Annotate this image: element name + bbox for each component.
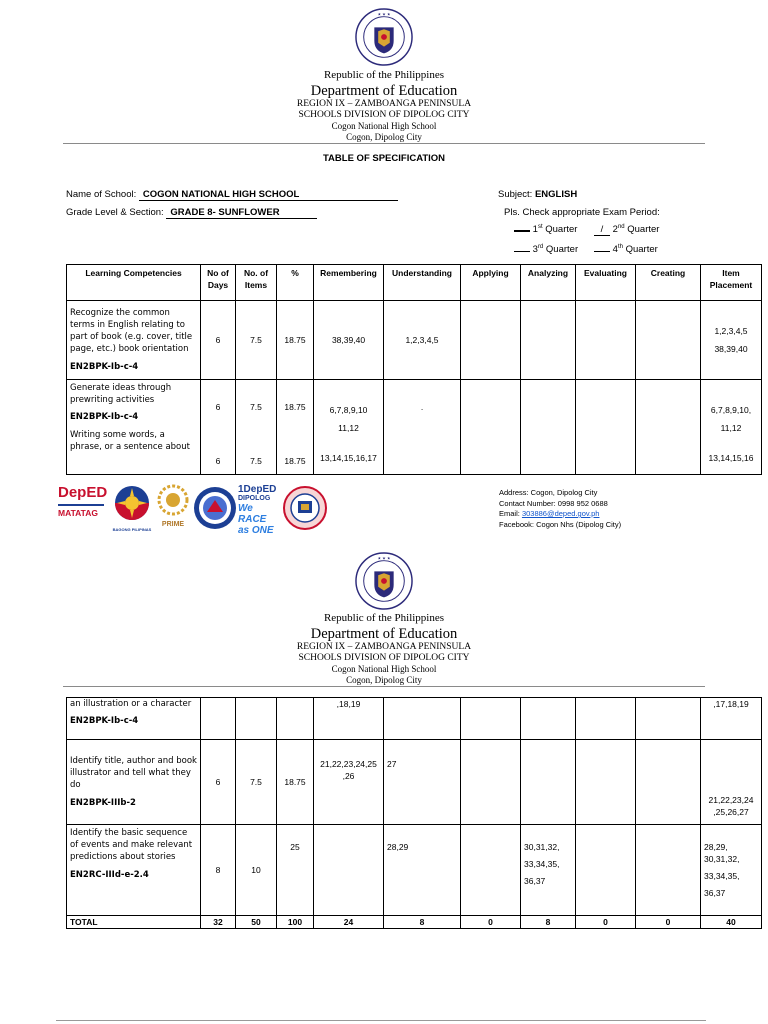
remembering-value: 13,14,15,16,17: [320, 453, 377, 463]
address-text: Address: Cogon, Dipolog City: [499, 488, 598, 497]
understanding-cell: 28,29: [384, 825, 461, 916]
email-line: [499, 509, 621, 520]
table-row: [67, 698, 762, 740]
applying-cell: [461, 301, 521, 380]
header-cell: Understanding: [384, 265, 461, 301]
header-divider: [63, 686, 705, 687]
we-race-text: We RACE: [238, 503, 267, 525]
competency-cell: [67, 740, 201, 825]
competency-code: EN2BPK-IIIb-2: [70, 798, 136, 808]
header-cell: Applying: [461, 265, 521, 301]
bagong-pilipinas-text: BAGONG PILIPINAS: [112, 527, 152, 532]
days-cell: [201, 380, 236, 475]
evaluating-cell: [576, 825, 636, 916]
remembering-value: 11,12: [338, 423, 359, 433]
items-cell: 7.5: [236, 301, 277, 380]
remembering-value: 6,7,8,9,10: [329, 405, 368, 415]
location-text: Cogon, Dipolog City: [346, 675, 422, 685]
remembering-cell: 21,22,23,24,25 ,26: [314, 740, 384, 825]
competency-code: EN2BPK-Ib-c-4: [70, 716, 139, 726]
header-cell: Analyzing: [521, 265, 576, 301]
days-cell: 6: [201, 301, 236, 380]
placement-line: 6,7,8,9,10,: [710, 405, 752, 415]
evaluating-cell: [576, 301, 636, 380]
placement-line: 33,34,35,: [704, 871, 740, 881]
placement-line: 36,37: [704, 888, 726, 898]
analyzing-cell: [521, 698, 576, 740]
facebook-text: Facebook: Cogon Nhs (Dipolog City): [499, 519, 622, 529]
days-cell: 8: [201, 825, 236, 916]
days-value: 6: [215, 456, 221, 466]
creating-cell: [636, 380, 701, 475]
competency-code: EN2BPK-Ib-c-4: [70, 412, 139, 422]
analyzing-value: 36,37: [524, 876, 546, 886]
page-bottom-divider: [56, 1020, 706, 1021]
quarter-1-checkbox[interactable]: [514, 230, 530, 232]
items-value: 7.5: [250, 402, 262, 412]
subject-field: [498, 189, 577, 200]
evaluating-cell: [576, 740, 636, 825]
header-cell: Evaluating: [576, 265, 636, 301]
analyzing-value: 30,31,32,: [524, 842, 560, 852]
competency-cell: [67, 380, 201, 475]
placement-line: 30,31,32,: [704, 854, 740, 864]
remembering-cell: [314, 380, 384, 475]
location-text: Cogon, Dipolog City: [346, 132, 422, 142]
items-cell: [236, 380, 277, 475]
days-cell: [201, 698, 236, 740]
spec-table-page2: [66, 697, 762, 929]
placement-line: 28,29,: [704, 842, 728, 852]
table-row: [67, 380, 762, 475]
subject-value: ENGLISH: [534, 189, 578, 200]
svg-text:★ ★ ★: ★ ★ ★: [377, 11, 391, 17]
grade-label: Grade Level & Section:: [66, 207, 164, 218]
one-deped-logo: [238, 484, 280, 536]
placement-line: 13,14,15,16: [708, 453, 754, 463]
placement-cell: [701, 825, 762, 916]
school-text: Cogon National High School: [331, 121, 437, 131]
deped-seal-icon: [355, 8, 413, 66]
understanding-cell: 27: [384, 740, 461, 825]
quarter-4-option[interactable]: 4th Quarter: [594, 244, 658, 255]
quarter-2-option[interactable]: / 2nd Quarter: [594, 224, 659, 236]
analyzing-cell: [521, 740, 576, 825]
applying-cell: [461, 825, 521, 916]
page-title: TABLE OF SPECIFICATION: [322, 153, 446, 164]
email-link[interactable]: 303886@deped.gov.ph: [521, 509, 600, 518]
one-deped-text: 1DepED: [238, 484, 277, 495]
region-text: REGION IX – ZAMBOANGA PENINSULA: [296, 99, 472, 109]
creating-cell: [636, 698, 701, 740]
contact-number-text: Contact Number: 0998 952 0688: [499, 498, 608, 508]
placement-cell: ,17,18,19: [701, 698, 762, 740]
competency-text: Writing some words, a phrase, or a sentence about: [70, 430, 190, 452]
as-one-text: as ONE: [238, 525, 274, 536]
items-cell: [236, 698, 277, 740]
understanding-cell: 1,2,3,4,5: [384, 301, 461, 380]
division-seal-icon: [192, 486, 238, 530]
grade-field: [66, 207, 317, 219]
matatag-logo-text: MATATAG: [58, 508, 98, 518]
table-row: [67, 740, 762, 825]
table-header-row: [67, 265, 762, 301]
total-placement: 40: [701, 916, 762, 929]
competency-text: Generate ideas through prewriting activities: [70, 383, 172, 405]
placement-line: 38,39,40: [714, 344, 748, 354]
creating-cell: [636, 740, 701, 825]
placement-cell: [701, 380, 762, 475]
header-cell: No. of Items: [236, 265, 277, 301]
school-label: Name of School:: [66, 189, 137, 200]
region-text: REGION IX – ZAMBOANGA PENINSULA: [296, 642, 472, 652]
competency-code: EN2BPK-Ib-c-4: [70, 362, 139, 372]
competency-text: Identify the basic sequence of events and make relevant predictions about stories: [70, 828, 193, 862]
evaluating-cell: [576, 380, 636, 475]
header-cell: Item Placement: [701, 265, 762, 301]
competency-text: an illustration or a character: [70, 699, 192, 709]
deped-logo-text: DepED: [58, 484, 108, 501]
understanding-value: .: [420, 402, 424, 412]
quarter-4-checkbox[interactable]: [594, 251, 610, 252]
exam-period-label: Pls. Check appropriate Exam Period:: [504, 207, 660, 218]
department-name: Department of Education: [310, 83, 458, 99]
analyzing-cell: [521, 301, 576, 380]
placement-cell: [701, 301, 762, 380]
quarter-2-checkbox[interactable]: /: [594, 224, 610, 236]
header-cell: %: [277, 265, 314, 301]
remembering-cell: ,18,19: [314, 698, 384, 740]
percent-cell: 18.75: [277, 740, 314, 825]
days-value: 6: [215, 402, 221, 412]
total-items: 50: [236, 916, 277, 929]
division-text: SCHOOLS DIVISION OF DIPOLOG CITY: [298, 653, 470, 663]
email-label: Email:: [499, 509, 520, 518]
quarter-3-checkbox[interactable]: [514, 251, 530, 252]
creating-cell: [636, 825, 701, 916]
items-cell: 10: [236, 825, 277, 916]
total-applying: 0: [461, 916, 521, 929]
applying-cell: [461, 740, 521, 825]
percent-cell: 25: [277, 825, 314, 916]
total-label: TOTAL: [67, 916, 201, 929]
prime-wreath-icon: [156, 484, 190, 516]
applying-cell: [461, 380, 521, 475]
header-cell: Learning Competencies: [67, 265, 201, 301]
header-cell: No of Days: [201, 265, 236, 301]
republic-text: Republic of the Philippines: [323, 612, 445, 624]
division-text: SCHOOLS DIVISION OF DIPOLOG CITY: [298, 110, 470, 120]
contact-block: [499, 488, 621, 530]
items-value: 7.5: [250, 456, 262, 466]
placement-cell: 21,22,23,24 ,25,26,27: [701, 740, 762, 825]
total-creating: 0: [636, 916, 701, 929]
competency-code: EN2RC-IIId-e-2.4: [70, 870, 149, 880]
total-evaluating: 0: [576, 916, 636, 929]
analyzing-cell: [521, 380, 576, 475]
evaluating-cell: [576, 698, 636, 740]
header-cell: Remembering: [314, 265, 384, 301]
competency-cell: [67, 825, 201, 916]
header-cell: Creating: [636, 265, 701, 301]
republic-text: Republic of the Philippines: [323, 69, 445, 81]
bagong-pilipinas-icon: [110, 484, 154, 522]
understanding-cell: [384, 380, 461, 475]
total-percent: 100: [277, 916, 314, 929]
grade-value: GRADE 8- SUNFLOWER: [166, 207, 317, 219]
percent-value: 18.75: [284, 402, 306, 412]
quarter-1-option[interactable]: 1st Quarter: [514, 224, 577, 235]
competency-text: Recognize the common terms in English relating to part of book (e.g. cover, title page, etc.) book orientation: [70, 308, 193, 354]
school-seal-icon: [282, 486, 328, 530]
percent-cell: [277, 698, 314, 740]
percent-cell: [277, 380, 314, 475]
analyzing-cell: [521, 825, 576, 916]
prime-text: PRIME: [161, 521, 185, 528]
dipolog-text: DIPOLOG: [238, 495, 271, 502]
percent-value: 18.75: [284, 456, 306, 466]
placement-line: 11,12: [720, 423, 742, 433]
placement-line: 1,2,3,4,5: [714, 326, 748, 336]
subject-label: Subject:: [498, 189, 533, 200]
total-analyzing: 8: [521, 916, 576, 929]
total-understanding: 8: [384, 916, 461, 929]
applying-cell: [461, 698, 521, 740]
total-days: 32: [201, 916, 236, 929]
creating-cell: [636, 301, 701, 380]
department-name: Department of Education: [310, 626, 458, 642]
school-value: COGON NATIONAL HIGH SCHOOL: [139, 189, 398, 201]
header-divider: [63, 143, 705, 144]
deped-seal-icon: [355, 552, 413, 610]
remembering-cell: [314, 825, 384, 916]
items-cell: 7.5: [236, 740, 277, 825]
competency-text: Identify title, author and book illustrator and tell what they do: [70, 756, 197, 790]
percent-cell: 18.75: [277, 301, 314, 380]
table-row: [67, 301, 762, 380]
competency-cell: [67, 698, 201, 740]
spec-table-page1: [66, 264, 762, 475]
school-field: [66, 189, 398, 201]
analyzing-value: 33,34,35,: [524, 859, 560, 869]
bagong-pilipinas-logo: [110, 484, 154, 530]
days-cell: 6: [201, 740, 236, 825]
remembering-cell: 38,39,40: [314, 301, 384, 380]
understanding-cell: [384, 698, 461, 740]
prime-logo: [156, 484, 190, 530]
table-row: [67, 825, 762, 916]
svg-text:★ ★ ★: ★ ★ ★: [377, 555, 391, 561]
competency-cell: [67, 301, 201, 380]
quarter-3-option[interactable]: 3rd Quarter: [514, 244, 578, 255]
total-remembering: 24: [314, 916, 384, 929]
deped-matatag-logo: [58, 484, 108, 526]
school-text: Cogon National High School: [331, 664, 437, 674]
total-row: [67, 916, 762, 929]
